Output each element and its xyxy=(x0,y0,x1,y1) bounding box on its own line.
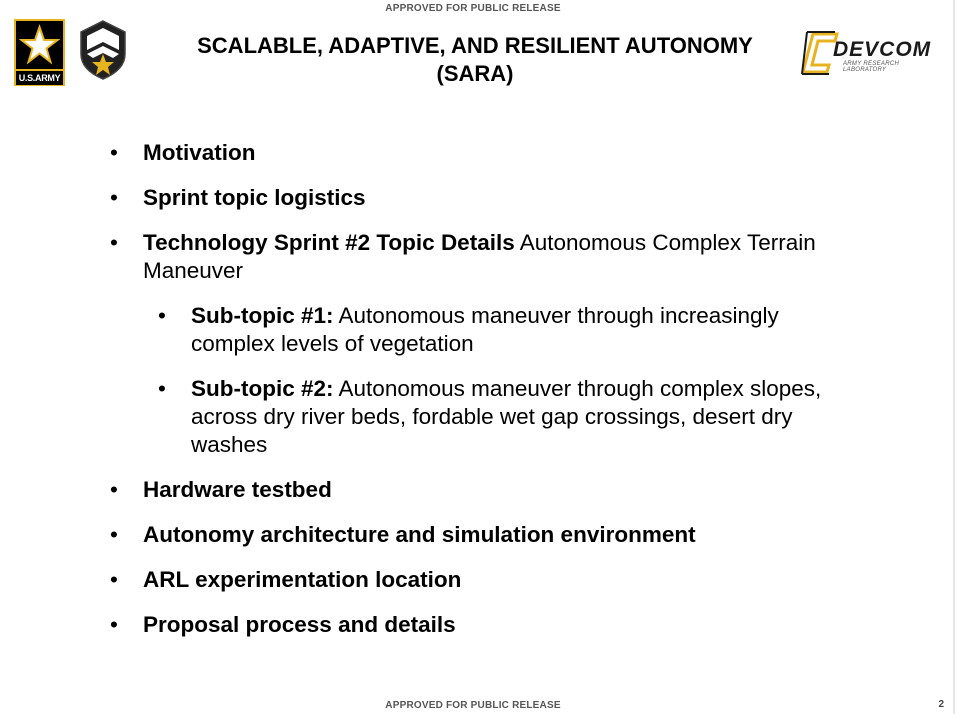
bullet-dot-icon: • xyxy=(110,140,118,165)
army-star-icon xyxy=(19,24,60,65)
bullet-dot-icon: • xyxy=(158,303,166,328)
bullet-label: Autonomy architecture and simulation environment xyxy=(143,522,696,547)
bullet-label: Technology Sprint #2 Topic Details xyxy=(143,230,515,255)
release-marking-top: APPROVED FOR PUBLIC RELEASE xyxy=(385,3,561,14)
bullet-item xyxy=(110,476,830,504)
arl-caption-line-2: LABORATORY xyxy=(843,67,887,73)
bullet-label: Sub-topic #2: xyxy=(191,376,334,401)
arl-caption xyxy=(843,61,899,73)
bullet-detail: Autonomous maneuver through complex slopes, across dry river beds, fordable wet gap crossings, desert dry washes xyxy=(191,376,822,457)
bullet-dot-icon: • xyxy=(110,522,118,547)
bullet-label: ARL experimentation location xyxy=(143,567,462,592)
arl-caption-line-1: ARMY RESEARCH xyxy=(843,61,900,67)
sub-bullet-item xyxy=(158,375,830,459)
bullet-dot-icon: • xyxy=(158,376,166,401)
bullet-dot-icon: • xyxy=(110,185,118,210)
slide-title xyxy=(155,32,795,88)
bullet-dot-icon: • xyxy=(110,230,118,255)
bullet-item xyxy=(110,139,830,167)
bullet-dot-icon: • xyxy=(110,567,118,592)
bullet-detail: Autonomous Complex Terrain Maneuver xyxy=(143,230,816,283)
bullet-item xyxy=(110,566,830,594)
army-logo-text: U.S.ARMY xyxy=(16,69,63,85)
bullet-list xyxy=(110,139,830,639)
release-marking-bottom: APPROVED FOR PUBLIC RELEASE xyxy=(385,700,561,711)
futures-command-shield-icon xyxy=(79,20,127,80)
title-line-2: (SARA) xyxy=(436,61,514,86)
devcom-arl-logo xyxy=(799,30,934,76)
bullet-item xyxy=(110,184,830,212)
bullet-item xyxy=(110,611,830,639)
bullet-dot-icon: • xyxy=(110,612,118,637)
bullet-detail: Autonomous maneuver through increasingly complex levels of vegetation xyxy=(191,303,779,356)
sub-bullet-item xyxy=(158,302,830,358)
bullet-label: Proposal process and details xyxy=(143,612,456,637)
bullet-dot-icon: • xyxy=(110,477,118,502)
bullet-label: Motivation xyxy=(143,140,256,165)
bullet-label: Hardware testbed xyxy=(143,477,332,502)
bullet-item xyxy=(110,521,830,549)
bullet-label: Sub-topic #1: xyxy=(191,303,334,328)
devcom-logo-text: DEVCOM xyxy=(833,38,932,61)
bullet-label: Sprint topic logistics xyxy=(143,185,366,210)
us-army-logo xyxy=(14,19,65,86)
title-line-1: SCALABLE, ADAPTIVE, AND RESILIENT AUTONOMY xyxy=(197,33,753,58)
page-number: 2 xyxy=(938,699,944,710)
bullet-item xyxy=(110,229,830,285)
